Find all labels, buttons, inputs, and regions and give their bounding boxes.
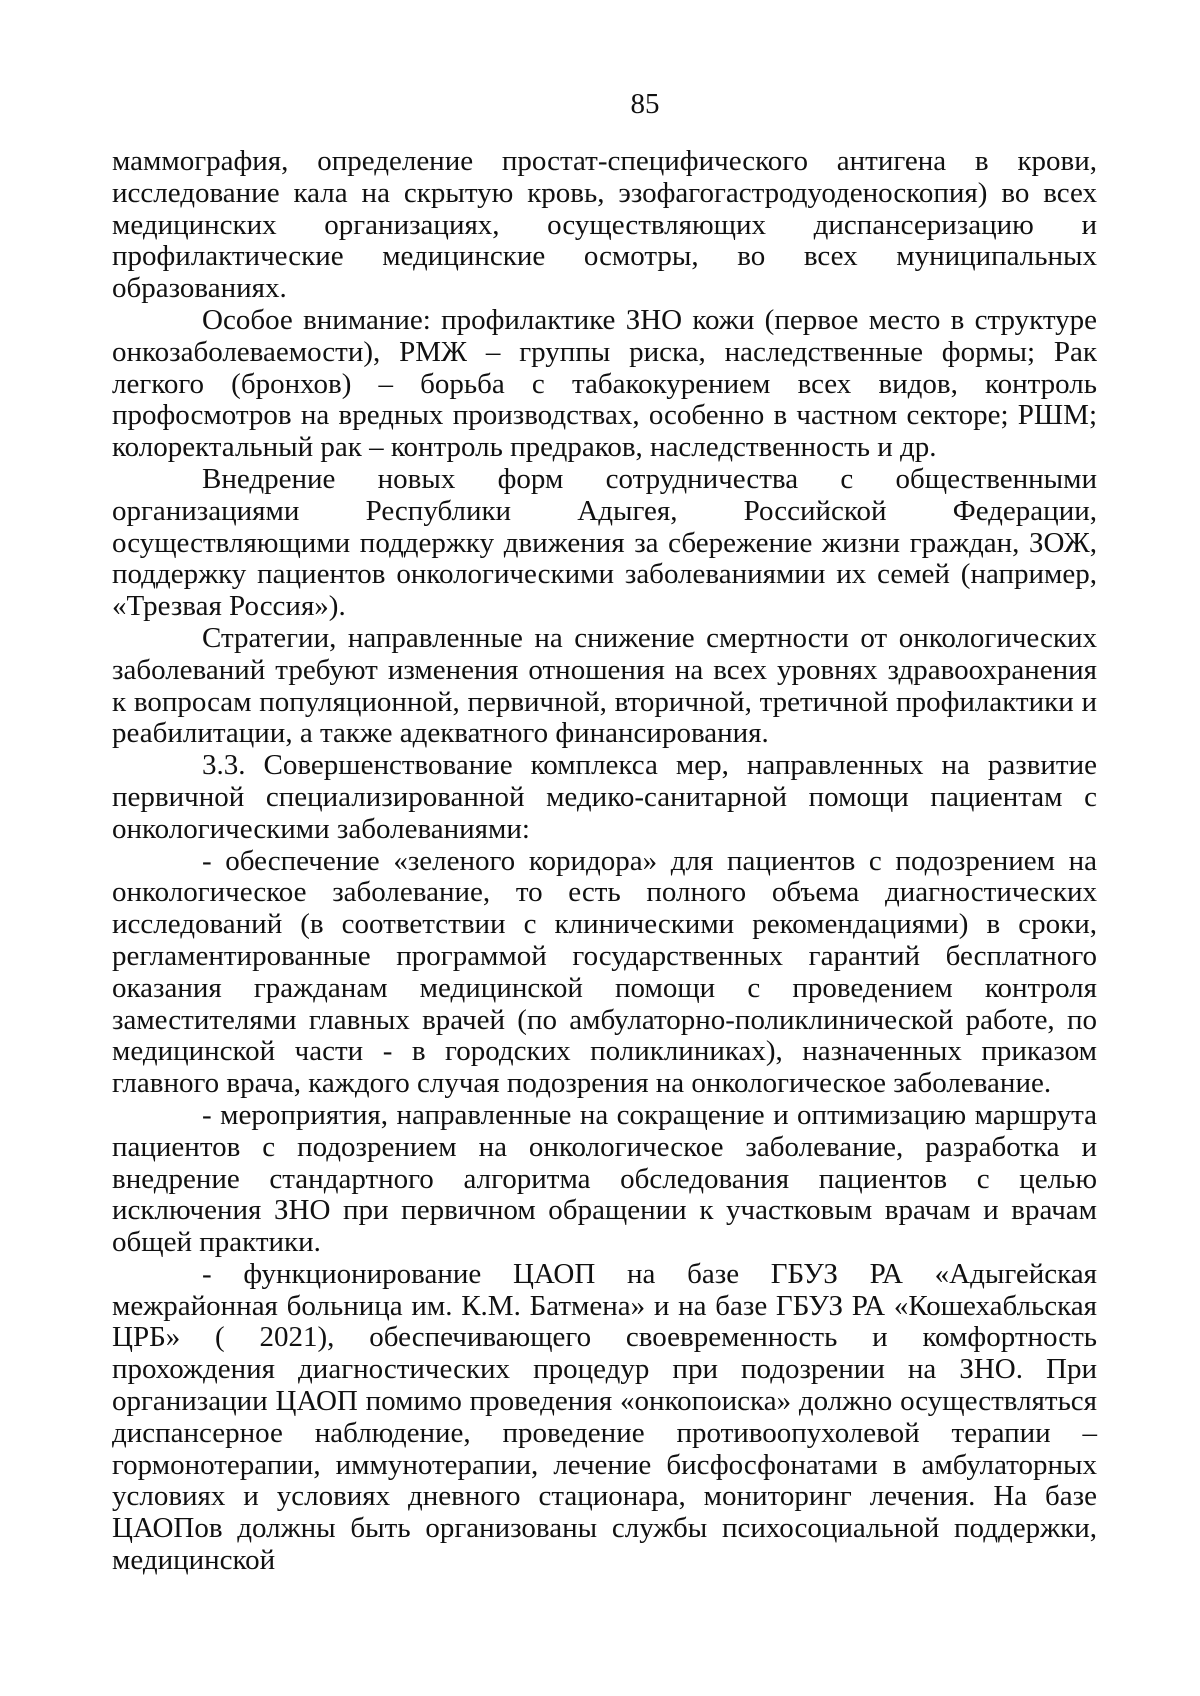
paragraph-special-attention: Особое внимание: профилактике ЗНО кожи (первое место в структуре онкозаболеваемости), РМЖ – группы риска, наследственные формы; Рак легкого (бронхов) – борьба с табакокурением всех видов, контроль профосмотров на вредных производствах, особенно в частном секторе; РШМ; колоректальный рак – контроль предраков, наследственность и др. <box>112 303 1097 464</box>
paragraph-public-cooperation: Внедрение новых форм сотрудничества с общественными организациями Республики Адыгея, Российской Федерации, осуществляющими поддержку движения за сбережение жизни граждан, ЗОЖ, поддержку пациентов онкологическими заболеваниямии их семей (например, «Трезвая Россия»). <box>112 462 1097 623</box>
paragraph-green-corridor: - обеспечение «зеленого коридора» для пациентов с подозрением на онкологическое заболевание, то есть полного объема диагностических исследований (в соответствии с клиническими рекомендациями) в сроки, регламентированные программой государственных гарантий бесплатного оказания гражданам медицинской помощи с проведением контроля заместителями главных врачей (по амбулаторно-поликлинической работе, по медицинской части - в городских поликлиниках), назначенных приказом главного врача, каждого случая подозрения на онкологическое заболевание. <box>112 844 1097 1100</box>
paragraph-screening-continuation: маммография, определение простат-специфического антигена в крови, исследование кала на скрытую кровь, эзофагогастродуоденоскопия) во всех медицинских организациях, осуществляющих диспансеризацию и профилактические медицинские осмотры, во всех муниципальных образованиях. <box>112 145 1097 305</box>
paragraph-caop-functioning: - функционирование ЦАОП на базе ГБУЗ РА «Адыгейская межрайонная больница им. К.М. Батмена» и на базе ГБУЗ РА «Кошехабльская ЦРБ» ( 2021), обеспечивающего своевременность и комфортность прохождения диагностических процедур при подозрении на ЗНО. При организации ЦАОП помимо проведения «онкопоиска» должно осуществляться диспансерное наблюдение, проведение противоопухолевой терапии – гормонотерапии, иммунотерапии, лечение бисфосфонатами в амбулаторных условиях и условиях дневного стационара, мониторинг лечения. На базе ЦАОПов должны быть организованы службы психосоциальной поддержки, медицинской <box>112 1257 1097 1577</box>
document-body <box>112 146 1097 1577</box>
paragraph-route-optimization: - мероприятия, направленные на сокращение и оптимизацию маршрута пациентов с подозрением на онкологическое заболевание, разработка и внедрение стандартного алгоритма обследования пациентов с целью исключения ЗНО при первичном обращении к участковым врачам и врачам общей практики. <box>112 1098 1097 1259</box>
page-number: 85 <box>630 88 660 120</box>
paragraph-strategies: Стратегии, направленные на снижение смертности от онкологических заболеваний требуют изменения отношения на всех уровнях здравоохранения к вопросам популяционной, первичной, вторичной, третичной профилактики и реабилитации, а также адекватного финансирования. <box>112 621 1097 750</box>
paragraph-section-3-3: 3.3. Совершенствование комплекса мер, направленных на развитие первичной специализированной медико-санитарной помощи пациентам с онкологическими заболеваниями: <box>112 749 1097 845</box>
